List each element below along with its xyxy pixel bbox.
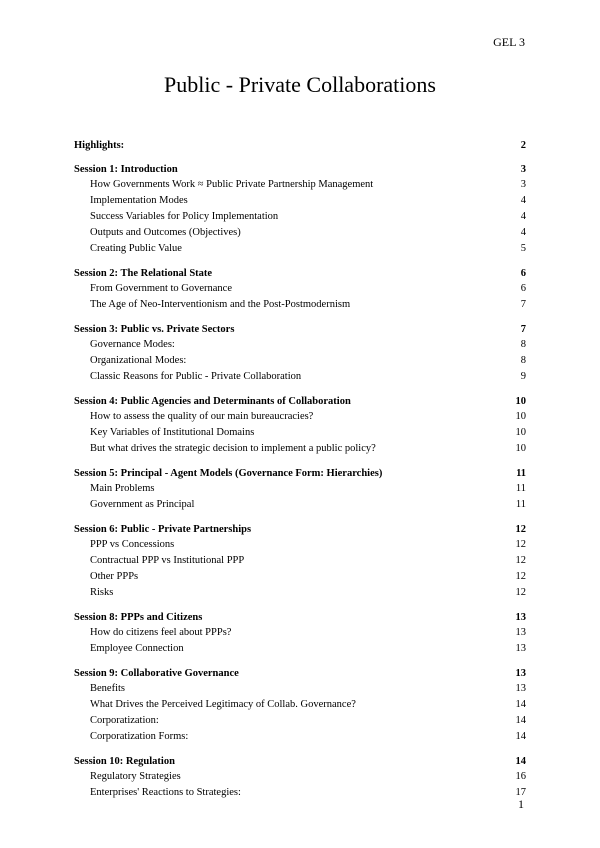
- toc-section[interactable]: [74, 138, 526, 153]
- toc-item[interactable]: [74, 425, 526, 441]
- toc-item[interactable]: [74, 585, 526, 601]
- toc-item-title: Government as Principal: [90, 499, 195, 510]
- toc-section-page: 14: [515, 756, 526, 767]
- toc-item-page: 4: [520, 227, 526, 238]
- toc-section[interactable]: [74, 162, 526, 177]
- document-title: Public - Private Collaborations: [164, 72, 436, 97]
- toc-item-title: Corporatization Forms:: [90, 731, 189, 742]
- toc-section-title: Session 1: Introduction: [74, 164, 178, 175]
- toc-item-page: 12: [515, 555, 526, 566]
- toc-item[interactable]: [74, 241, 526, 257]
- table-of-contents: [74, 138, 526, 801]
- toc-item-title: Other PPPs: [90, 571, 139, 582]
- toc-section-title: Highlights:: [74, 140, 125, 151]
- toc-item[interactable]: [74, 769, 526, 785]
- toc-item-title: How to assess the quality of our main bureaucracies?: [90, 411, 314, 422]
- toc-item[interactable]: [74, 641, 526, 657]
- toc-item[interactable]: [74, 553, 526, 569]
- toc-item-title: Corporatization:: [90, 715, 159, 726]
- toc-item-title: From Government to Governance: [90, 283, 233, 294]
- toc-item[interactable]: [74, 441, 526, 457]
- toc-item-title: Governance Modes:: [90, 339, 175, 350]
- toc-item-title: The Age of Neo-Interventionism and the Post-Postmodernism: [90, 299, 351, 310]
- toc-item-title: Implementation Modes: [90, 195, 188, 206]
- toc-item-title: Regulatory Strategies: [90, 771, 181, 782]
- toc-item[interactable]: [74, 193, 526, 209]
- toc-item[interactable]: [74, 569, 526, 585]
- toc-item-page: 17: [515, 787, 526, 798]
- toc-item-page: 7: [520, 299, 526, 310]
- toc-item[interactable]: [74, 209, 526, 225]
- toc-item[interactable]: [74, 297, 526, 313]
- toc-item-page: 14: [515, 699, 526, 710]
- toc-item-page: 6: [520, 283, 526, 294]
- toc-section-page: 7: [520, 324, 526, 335]
- toc-section[interactable]: [74, 522, 526, 537]
- toc-section-title: Session 8: PPPs and Citizens: [74, 612, 203, 623]
- toc-item-page: 4: [520, 195, 526, 206]
- toc-item[interactable]: [74, 785, 526, 801]
- toc-section-page: 2: [520, 140, 526, 151]
- toc-item-page: 8: [520, 355, 526, 366]
- toc-section[interactable]: [74, 666, 526, 681]
- toc-section-title: Session 9: Collaborative Governance: [74, 668, 239, 679]
- toc-item[interactable]: [74, 281, 526, 297]
- toc-item-title: Success Variables for Policy Implementation: [90, 211, 279, 222]
- toc-section-title: Session 4: Public Agencies and Determinants of Collaboration: [74, 396, 351, 407]
- toc-item-page: 13: [515, 643, 526, 654]
- toc-section-page: 12: [515, 524, 526, 535]
- toc-section[interactable]: [74, 466, 526, 481]
- toc-item[interactable]: [74, 225, 526, 241]
- toc-item-page: 11: [515, 499, 526, 510]
- toc-section-page: 10: [515, 396, 526, 407]
- toc-item-page: 5: [520, 243, 526, 254]
- toc-item[interactable]: [74, 177, 526, 193]
- toc-section-title: Session 3: Public vs. Private Sectors: [74, 324, 235, 335]
- toc-section-title: Session 10: Regulation: [74, 756, 175, 767]
- toc-section[interactable]: [74, 754, 526, 769]
- toc-item-page: 10: [515, 443, 526, 454]
- toc-section[interactable]: [74, 322, 526, 337]
- toc-section-page: 3: [520, 164, 526, 175]
- toc-item-title: What Drives the Perceived Legitimacy of Collab. Governance?: [90, 699, 356, 710]
- toc-item-page: 12: [515, 539, 526, 550]
- toc-item-page: 11: [515, 483, 526, 494]
- toc-item-title: How Governments Work ≈ Public Private Partnership Management: [90, 179, 374, 190]
- toc-item-page: 3: [520, 179, 526, 190]
- toc-item-title: Employee Connection: [90, 643, 184, 654]
- page-number: 1: [518, 797, 524, 811]
- toc-item-page: 10: [515, 411, 526, 422]
- toc-item[interactable]: [74, 369, 526, 385]
- toc-section[interactable]: [74, 266, 526, 281]
- toc-item-title: But what drives the strategic decision to implement a public policy?: [90, 443, 376, 454]
- toc-item-title: Key Variables of Institutional Domains: [90, 427, 255, 438]
- toc-item[interactable]: [74, 625, 526, 641]
- toc-item[interactable]: [74, 729, 526, 745]
- toc-item-title: Organizational Modes:: [90, 355, 187, 366]
- toc-section-page: 11: [516, 468, 526, 479]
- header-code: GEL 3: [493, 35, 525, 49]
- toc-item-title: Creating Public Value: [90, 243, 182, 254]
- toc-item[interactable]: [74, 497, 526, 513]
- toc-item-title: How do citizens feel about PPPs?: [90, 627, 232, 638]
- toc-item-title: Classic Reasons for Public - Private Collaboration: [90, 371, 302, 382]
- toc-item[interactable]: [74, 681, 526, 697]
- toc-item[interactable]: [74, 481, 526, 497]
- toc-item-title: Main Problems: [90, 483, 155, 494]
- toc-item-page: 10: [515, 427, 526, 438]
- toc-item[interactable]: [74, 713, 526, 729]
- toc-item[interactable]: [74, 353, 526, 369]
- toc-item-title: Outputs and Outcomes (Objectives): [90, 227, 241, 238]
- toc-section-page: 13: [515, 668, 526, 679]
- toc-item-page: 12: [515, 587, 526, 598]
- toc-item[interactable]: [74, 697, 526, 713]
- toc-item-title: Risks: [90, 587, 114, 598]
- toc-item[interactable]: [74, 537, 526, 553]
- toc-section-title: Session 5: Principal - Agent Models (Governance Form: Hierarchies): [74, 468, 383, 479]
- toc-section-page: 6: [520, 268, 526, 279]
- toc-item-page: 16: [515, 771, 526, 782]
- toc-section[interactable]: [74, 394, 526, 409]
- toc-item-page: 12: [515, 571, 526, 582]
- toc-item-title: Contractual PPP vs Institutional PPP: [90, 555, 245, 566]
- toc-section-title: Session 6: Public - Private Partnerships: [74, 524, 252, 535]
- toc-item[interactable]: [74, 409, 526, 425]
- toc-item-title: PPP vs Concessions: [90, 539, 175, 550]
- toc-item-page: 4: [520, 211, 526, 222]
- toc-item-page: 13: [515, 627, 526, 638]
- toc-item[interactable]: [74, 337, 526, 353]
- toc-item-page: 9: [520, 371, 526, 382]
- toc-item-page: 13: [515, 683, 526, 694]
- toc-section-page: 13: [515, 612, 526, 623]
- toc-item-page: 8: [520, 339, 526, 350]
- toc-section-title: Session 2: The Relational State: [74, 268, 213, 279]
- toc-item-page: 14: [515, 731, 526, 742]
- toc-item-page: 14: [515, 715, 526, 726]
- toc-section[interactable]: [74, 610, 526, 625]
- toc-item-title: Enterprises' Reactions to Strategies:: [90, 787, 241, 798]
- toc-item-title: Benefits: [90, 683, 125, 694]
